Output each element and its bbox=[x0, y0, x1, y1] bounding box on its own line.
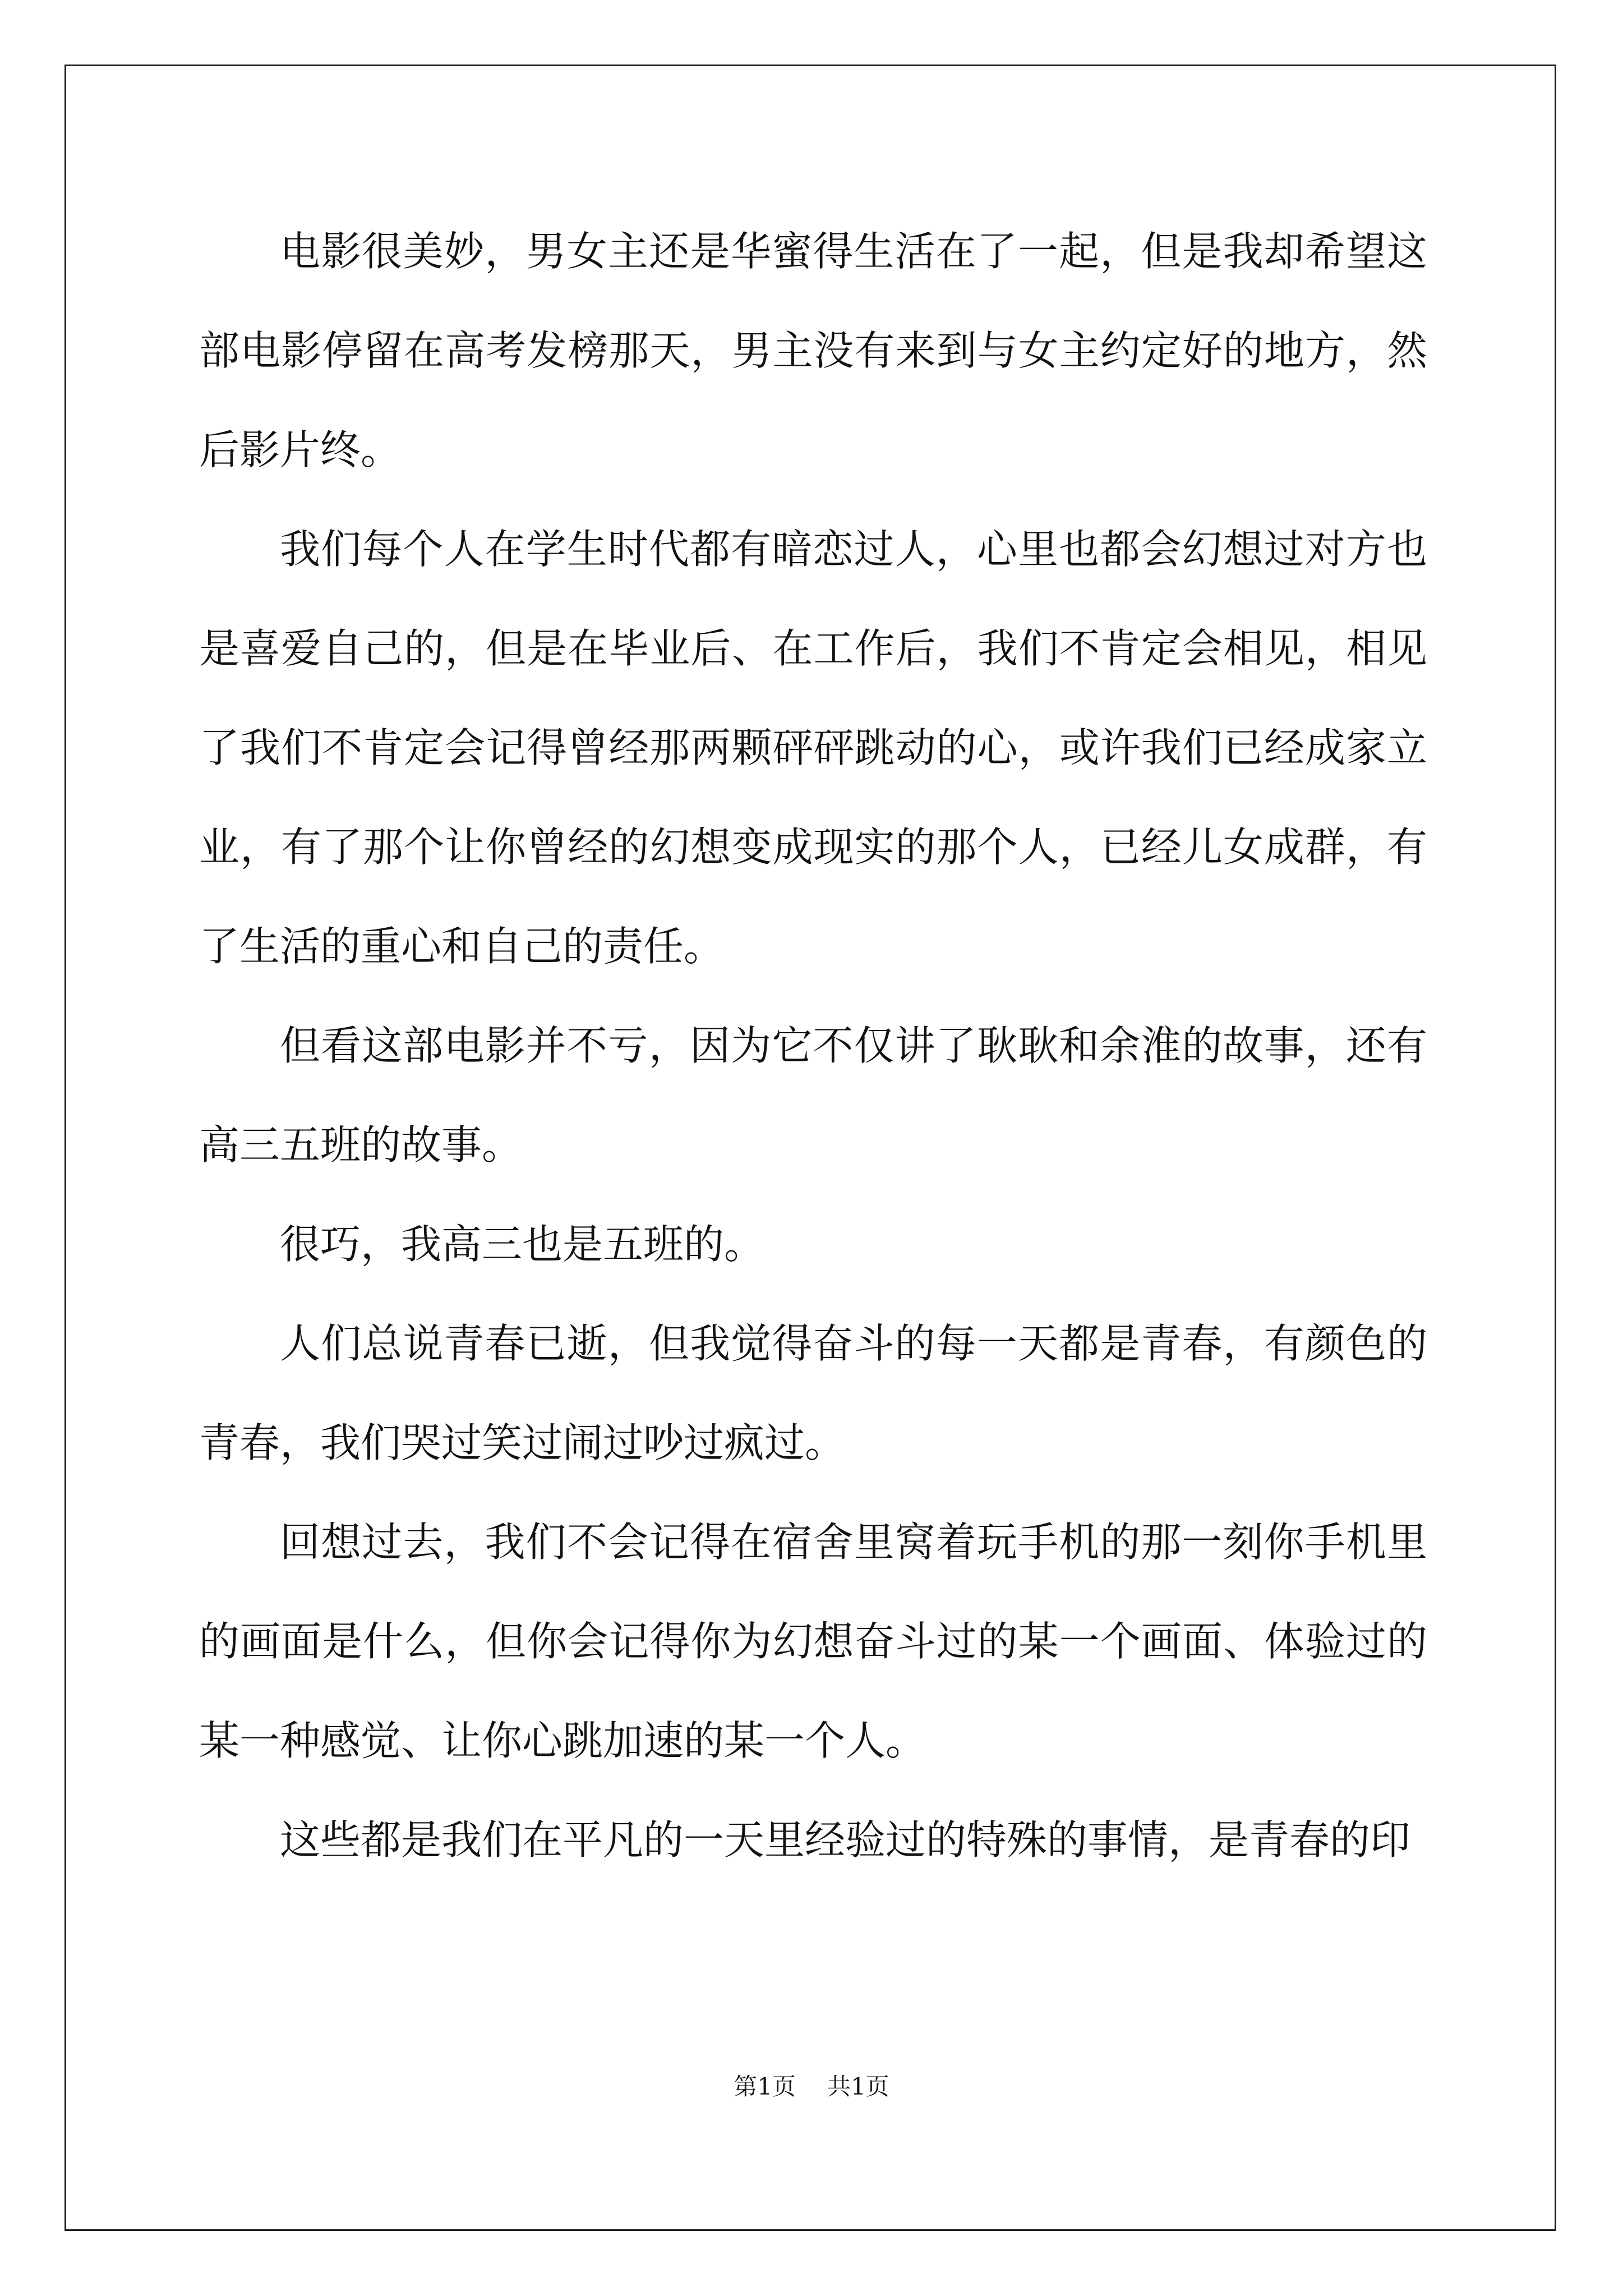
paragraph: 回想过去，我们不会记得在宿舍里窝着玩手机的那一刻你手机里的画面是什么，但你会记得你为幻想奋斗过的某一个画面、体验过的某一种感觉、让你心跳加速的某一个人。 bbox=[199, 1519, 1427, 1764]
page-footer bbox=[0, 2070, 1623, 2104]
paragraph: 这些都是我们在平凡的一天里经验过的特殊的事情，是青春的印 bbox=[280, 1816, 1411, 1864]
page-number-total: 共1页 bbox=[827, 2073, 889, 2100]
paragraph: 但看这部电影并不亏，因为它不仅讲了耿耿和余淮的故事，还有高三五班的故事。 bbox=[199, 1022, 1427, 1168]
document-body bbox=[199, 202, 1427, 1890]
paragraph: 电影很美妙，男女主还是华蜜得生活在了一起，但是我却希望这部电影停留在高考发榜那天，男主没有来到与女主约定好的地方，然后影片终。 bbox=[199, 228, 1427, 473]
paragraph: 我们每个人在学生时代都有暗恋过人，心里也都会幻想过对方也是喜爱自己的，但是在毕业后、在工作后，我们不肯定会相见，相见了我们不肯定会记得曾经那两颗砰砰跳动的心，或许我们已经成家立业，有了那个让你曾经的幻想变成现实的那个人，已经儿女成群，有了生活的重心和自己的责任。 bbox=[199, 526, 1427, 970]
paragraph: 很巧，我高三也是五班的。 bbox=[280, 1221, 765, 1268]
page-number-current: 第1页 bbox=[734, 2073, 796, 2100]
paragraph: 人们总说青春已逝，但我觉得奋斗的每一天都是青春，有颜色的青春，我们哭过笑过闹过吵过疯过。 bbox=[199, 1320, 1427, 1466]
